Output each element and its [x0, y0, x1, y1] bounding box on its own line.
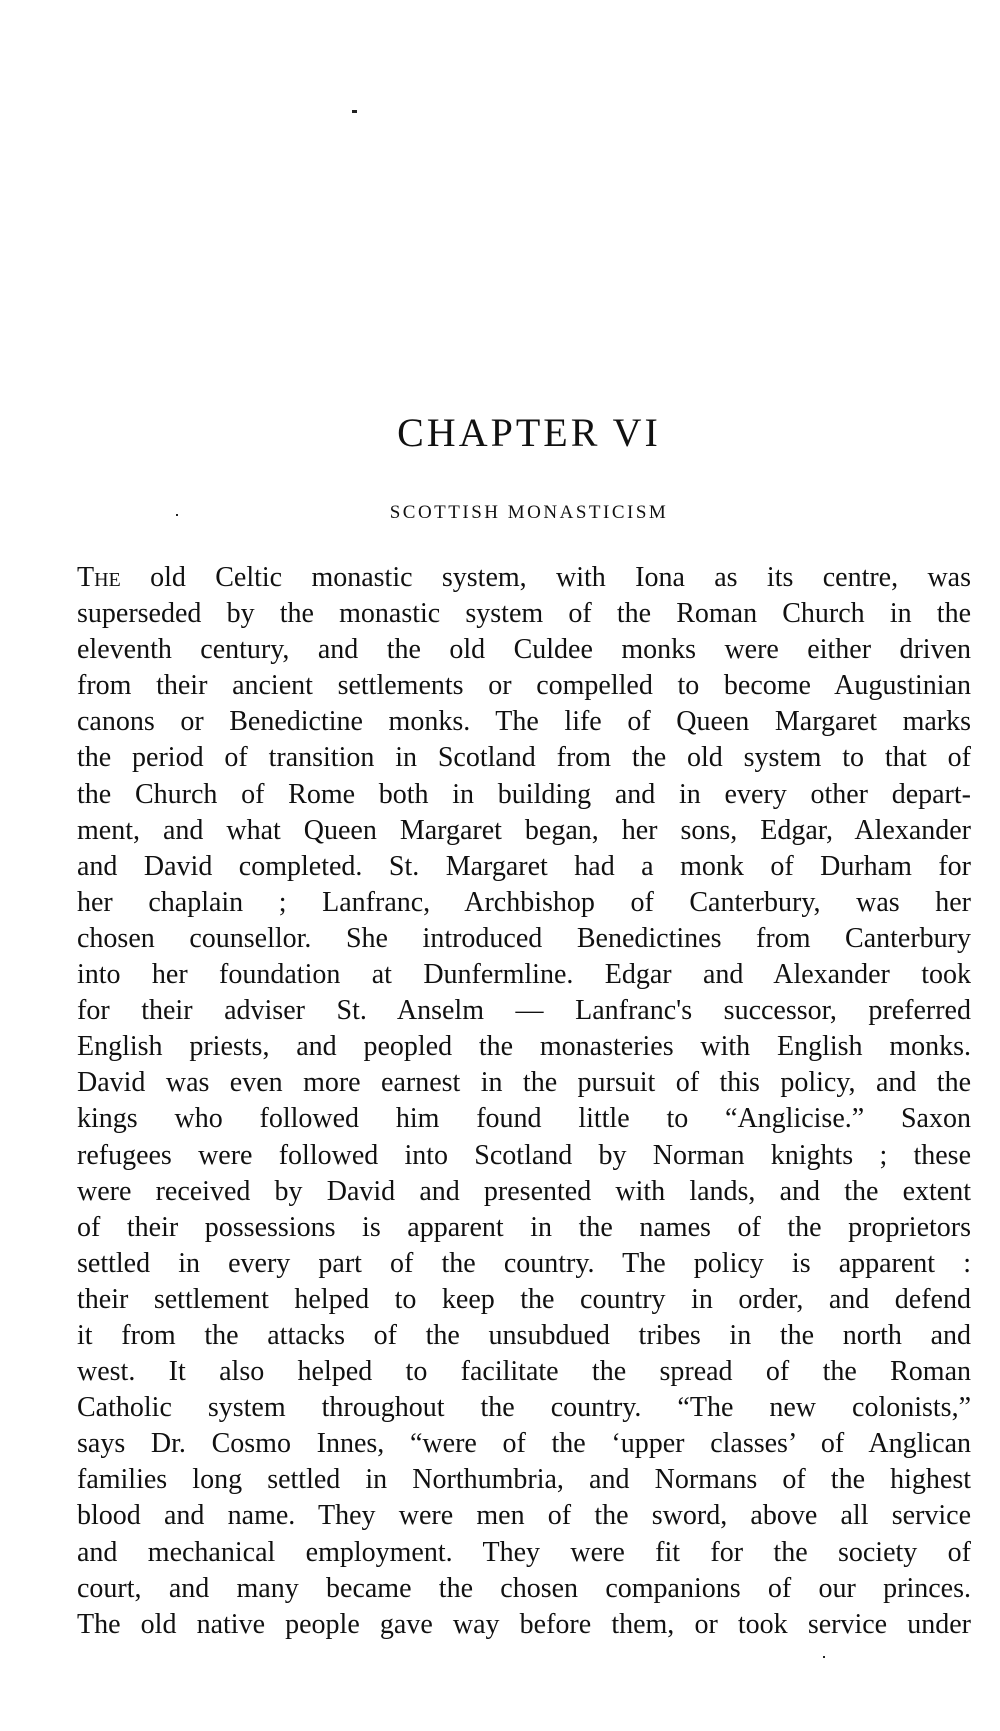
scan-speck [823, 1656, 825, 1658]
line-text: and mechanical employment. They were fit for the society of [77, 1536, 971, 1568]
text-line [77, 740, 971, 776]
chapter-subtitle: SCOTTISH MONASTICISM [389, 502, 669, 523]
line-text: the period of transition in Scotland from the old system to that of [77, 742, 971, 774]
text-line [77, 1571, 971, 1607]
line-text: their settlement helped to keep the country in order, and defend [77, 1283, 971, 1315]
line-text: canons or Benedictine monks. The life of Queen Margaret marks [77, 706, 971, 738]
line-text: into her foundation at Dunfermline. Edgar and Alexander took [77, 959, 971, 991]
line-text: Catholic system throughout the country. “The new colonists,” [77, 1392, 971, 1424]
line-text: from their ancient settlements or compelled to become Augustinian [77, 670, 971, 702]
text-line [77, 1390, 971, 1426]
text-line [77, 1065, 971, 1101]
line-text: ment, and what Queen Margaret began, her sons, Edgar, Alexander [77, 814, 971, 846]
text-line [77, 1426, 971, 1462]
line-text: families long settled in Northumbria, and Normans of the highest [77, 1464, 971, 1496]
line-text: The old native people gave way before them, or took service under [77, 1608, 971, 1640]
text-line [77, 632, 971, 668]
text-line [77, 993, 971, 1029]
text-line [77, 1101, 971, 1137]
line-text: settled in every part of the country. The policy is apparent : [77, 1247, 971, 1279]
text-line [77, 1246, 971, 1282]
text-line [77, 1462, 971, 1498]
line-text: refugees were followed into Scotland by Norman knights ; these [77, 1139, 971, 1171]
text-line [77, 921, 971, 957]
text-line [77, 957, 971, 993]
line-text: and David completed. St. Margaret had a monk of Durham for [77, 850, 971, 882]
line-text: it from the attacks of the unsubdued tribes in the north and [77, 1319, 971, 1351]
line-text: English priests, and peopled the monasteries with English monks. [77, 1031, 971, 1063]
line-text: David was even more earnest in the pursuit of this policy, and the [77, 1067, 971, 1099]
line-text: west. It also helped to facilitate the spread of the Roman [77, 1356, 971, 1388]
line-text: kings who followed him found little to “Anglicise.” Saxon [77, 1103, 971, 1135]
line-text: superseded by the monastic system of the Roman Church in the [77, 598, 971, 630]
text-line [77, 560, 971, 596]
line-text: blood and name. They were men of the sword, above all service [77, 1500, 971, 1532]
text-line [77, 1210, 971, 1246]
text-line [77, 1029, 971, 1065]
text-line [77, 1498, 971, 1534]
lead-word: The [77, 562, 121, 593]
line-text: old Celtic monastic system, with Iona as its centre, was [120, 562, 971, 593]
chapter-title: CHAPTER VI [397, 410, 661, 455]
line-text: the Church of Rome both in building and in every other depart- [77, 778, 971, 810]
scan-speck [352, 110, 357, 113]
text-line [77, 777, 971, 813]
line-text: for their adviser St. Anselm — Lanfranc's successor, preferred [77, 995, 971, 1027]
text-line [77, 704, 971, 740]
text-line [77, 1174, 971, 1210]
text-line [77, 849, 971, 885]
text-line [77, 1607, 971, 1643]
line-text: eleventh century, and the old Culdee monks were either driven [77, 634, 971, 666]
line-text: chosen counsellor. She introduced Benedictines from Canterbury [77, 922, 971, 954]
text-line [77, 668, 971, 704]
text-line [77, 1354, 971, 1390]
text-line [77, 1318, 971, 1354]
line-text: were received by David and presented with lands, and the extent [77, 1175, 971, 1207]
line-text: says Dr. Cosmo Innes, “were of the ‘upper classes’ of Anglican [77, 1428, 971, 1460]
body-text [77, 560, 971, 1643]
line-text: court, and many became the chosen companions of our princes. [77, 1572, 971, 1604]
text-line [77, 1138, 971, 1174]
line-text: her chaplain ; Lanfranc, Archbishop of Canterbury, was her [77, 886, 971, 918]
text-line [77, 1282, 971, 1318]
line-text: of their possessions is apparent in the names of the proprietors [77, 1211, 971, 1243]
text-line [77, 1535, 971, 1571]
text-line [77, 596, 971, 632]
text-line [77, 813, 971, 849]
text-line [77, 885, 971, 921]
